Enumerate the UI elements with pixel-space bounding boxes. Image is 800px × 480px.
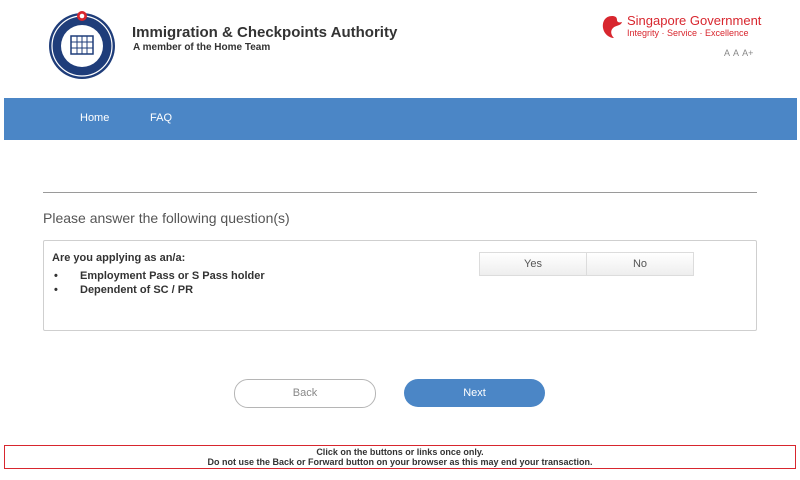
font-size-default-button[interactable]: A	[733, 48, 740, 58]
navbar	[4, 98, 797, 140]
ica-crest-logo	[44, 10, 120, 80]
agency-name: Immigration & Checkpoints Authority	[132, 24, 398, 41]
yes-no-toggle	[479, 252, 694, 276]
list-item	[52, 269, 265, 283]
nav-home-link[interactable]: Home	[80, 112, 110, 124]
notice-line-2: Do not use the Back or Forward button on your browser as this may end your transaction.	[207, 457, 593, 467]
gov-name: Singapore Government	[627, 13, 762, 28]
option-label: Employment Pass or S Pass holder	[80, 270, 265, 282]
yes-button[interactable]: Yes	[524, 258, 542, 270]
notice-line-1: Click on the buttons or links once only.	[316, 447, 484, 457]
agency-subtitle: A member of the Home Team	[133, 42, 271, 53]
bullet-icon: •	[54, 284, 58, 296]
lion-head-logo-icon	[600, 14, 624, 40]
font-size-increase-button[interactable]: A+	[742, 48, 754, 58]
nav-faq-link[interactable]: FAQ	[150, 112, 173, 124]
font-size-controls	[724, 48, 754, 58]
bullet-icon: •	[54, 270, 58, 282]
notice-banner	[4, 445, 796, 469]
option-label: Dependent of SC / PR	[80, 284, 194, 296]
no-button[interactable]: No	[632, 258, 648, 270]
next-button[interactable]: Next	[404, 379, 545, 407]
question-options-list	[52, 269, 265, 297]
divider	[43, 192, 757, 193]
question-text: Are you applying as an/a:	[52, 252, 186, 264]
header	[0, 0, 800, 97]
page-title: Please answer the following question(s)	[43, 210, 290, 226]
list-item	[52, 283, 265, 297]
back-button[interactable]: Back	[234, 379, 376, 408]
question-box	[43, 240, 757, 331]
gov-tagline: Integrity · Service · Excellence	[627, 28, 749, 38]
font-size-decrease-button[interactable]: A	[724, 48, 731, 58]
